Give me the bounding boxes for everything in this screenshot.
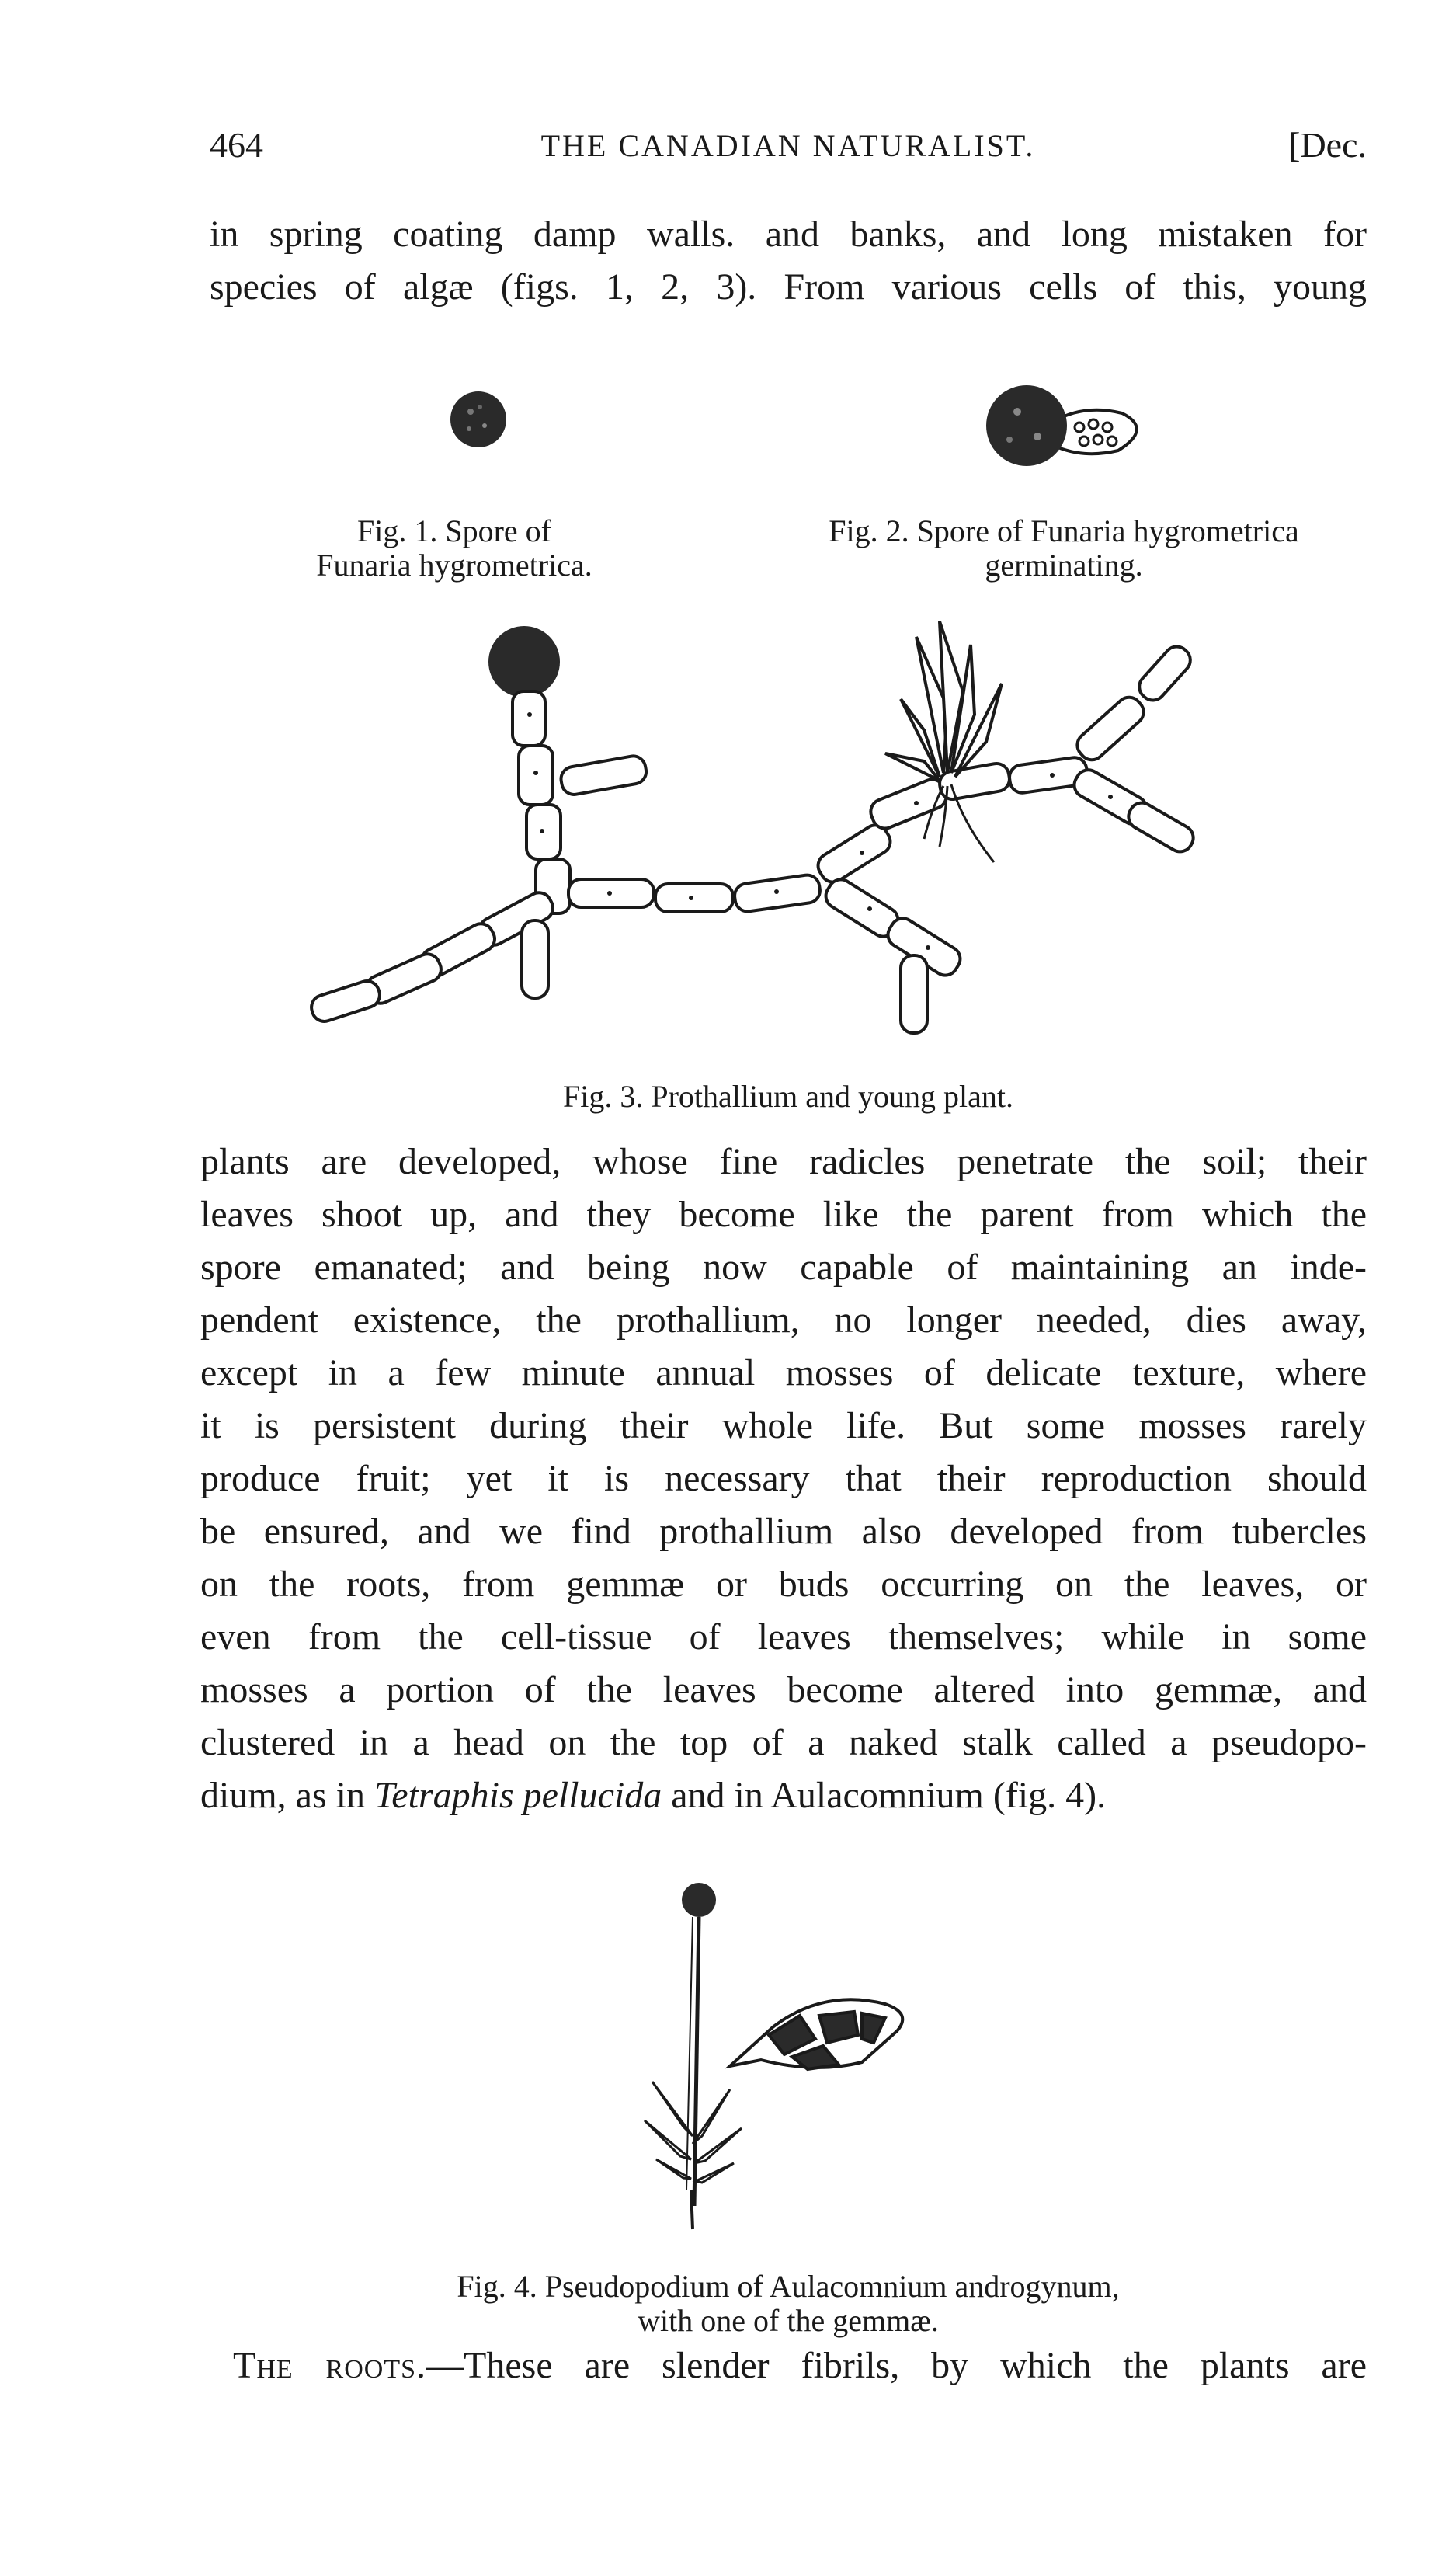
fig3-prothallium-illustration — [326, 606, 1180, 1056]
fig2-caption-line: germinating. — [985, 548, 1143, 583]
text-run: and in Aulacomnium (fig. 4). — [662, 1775, 1107, 1816]
text-line: clustered in a head on the top of a naked stalk called a pseudopo- — [200, 1722, 1367, 1763]
section-mark: [Dec. — [1288, 125, 1367, 165]
fig1-spore-illustration — [435, 381, 528, 466]
text-line: leaves shoot up, and they become like the parent from which the — [200, 1194, 1367, 1235]
page-number: 464 — [210, 125, 263, 165]
paragraph-top — [210, 208, 1367, 314]
fig4-caption-line: Fig. 4. Pseudopodium of Aulacomnium androgynum, — [457, 2269, 1120, 2304]
text-line — [233, 2340, 1367, 2392]
text-line: in spring coating damp walls. and banks, and long mistaken for — [210, 214, 1367, 255]
text-line: even from the cell-tissue of leaves themselves; while in some — [200, 1616, 1367, 1658]
text-run: dium, as in — [200, 1775, 374, 1816]
fig2-germinating-spore-illustration — [963, 365, 1157, 482]
species-name: Tetraphis pellucida — [374, 1775, 662, 1816]
fig2-caption-line: Fig. 2. Spore of Funaria hygrometrica — [829, 513, 1299, 548]
text-line: it is persistent during their whole life. But some mosses rarely — [200, 1405, 1367, 1446]
fig2-caption — [753, 514, 1374, 583]
text-line — [200, 1769, 1367, 1822]
text-line: mosses a portion of the leaves become altered into gemmæ, and — [200, 1669, 1367, 1710]
fig4-caption-line: with one of the gemmæ. — [638, 2303, 939, 2338]
fig4-caption — [210, 2270, 1367, 2338]
fig1-caption-line: Fig. 1. Spore of — [357, 513, 551, 548]
text-line: plants are developed, whose fine radicles penetrate the soil; their — [200, 1141, 1367, 1182]
text-line: be ensured, and we find prothallium also developed from tubercles — [200, 1511, 1367, 1552]
running-title: THE CANADIAN NATURALIST. — [540, 128, 1036, 163]
fig4-pseudopodium-illustration — [606, 1880, 932, 2237]
text-line: spore emanated; and being now capable of maintaining an inde- — [200, 1247, 1367, 1288]
paragraph-roots — [233, 2340, 1367, 2392]
fig1-caption-line: Funaria hygrometrica. — [316, 548, 592, 583]
text-line: on the roots, from gemmæ or buds occurring on the leaves, or — [200, 1564, 1367, 1605]
fig3-caption: Fig. 3. Prothallium and young plant. — [563, 1079, 1013, 1114]
text-line: except in a few minute annual mosses of delicate texture, where — [200, 1352, 1367, 1393]
fig1-caption — [272, 514, 637, 583]
text-line: species of algæ (figs. 1, 2, 3). From various cells of this, young — [210, 266, 1367, 308]
running-header — [210, 124, 1367, 179]
text-run: —These are slender fibrils, by which the plants are — [426, 2345, 1367, 2386]
text-line: pendent existence, the prothallium, no longer needed, dies away, — [200, 1299, 1367, 1341]
paragraph-main — [200, 1136, 1367, 1822]
text-line: produce fruit; yet it is necessary that their reproduction should — [200, 1458, 1367, 1499]
section-heading: The roots. — [233, 2345, 427, 2386]
